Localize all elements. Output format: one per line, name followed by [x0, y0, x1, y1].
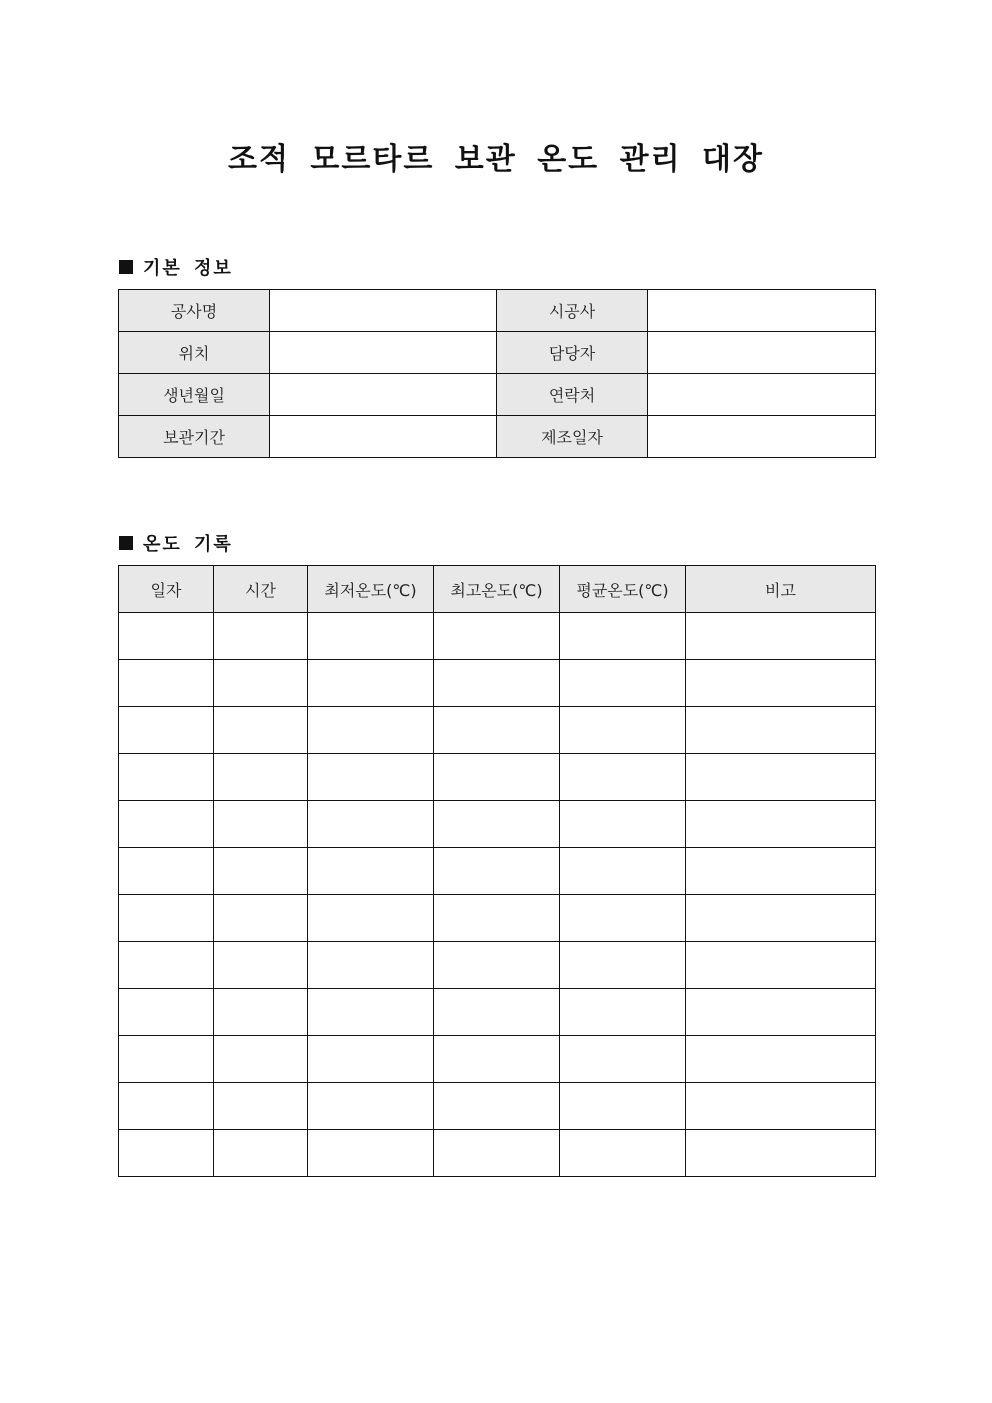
section-heading-temperature-log: [119, 530, 233, 556]
table-cell[interactable]: [434, 1083, 560, 1130]
table-row: [119, 613, 876, 660]
table-cell[interactable]: [214, 801, 308, 848]
info-value-field[interactable]: [648, 290, 876, 332]
table-cell[interactable]: [214, 1036, 308, 1083]
table-cell[interactable]: [308, 660, 434, 707]
column-header: 시간: [214, 566, 308, 613]
table-cell[interactable]: [434, 801, 560, 848]
table-cell[interactable]: [686, 754, 876, 801]
table-cell[interactable]: [686, 942, 876, 989]
info-label: 보관기간: [119, 416, 270, 458]
table-cell[interactable]: [308, 754, 434, 801]
info-label: 담당자: [497, 332, 648, 374]
table-row: [119, 848, 876, 895]
table-row: [119, 707, 876, 754]
table-row: [119, 1036, 876, 1083]
section-heading-basic-info: [119, 254, 233, 280]
table-cell[interactable]: [214, 848, 308, 895]
column-header: 비고: [686, 566, 876, 613]
table-cell[interactable]: [686, 848, 876, 895]
table-cell[interactable]: [119, 754, 214, 801]
table-row: [119, 1130, 876, 1177]
table-cell[interactable]: [560, 1083, 686, 1130]
table-cell[interactable]: [214, 707, 308, 754]
table-cell[interactable]: [686, 1036, 876, 1083]
info-value-field[interactable]: [648, 332, 876, 374]
table-cell[interactable]: [119, 942, 214, 989]
table-cell[interactable]: [434, 942, 560, 989]
info-value-field[interactable]: [270, 374, 497, 416]
table-cell[interactable]: [560, 848, 686, 895]
table-row: [119, 942, 876, 989]
document-title: 조적 모르타르 보관 온도 관리 대장: [228, 142, 764, 177]
info-value-field[interactable]: [270, 416, 497, 458]
table-cell[interactable]: [686, 989, 876, 1036]
table-cell[interactable]: [560, 895, 686, 942]
table-cell[interactable]: [434, 1036, 560, 1083]
table-cell[interactable]: [434, 660, 560, 707]
table-cell[interactable]: [434, 989, 560, 1036]
table-cell[interactable]: [214, 754, 308, 801]
info-label: 위치: [119, 332, 270, 374]
table-cell[interactable]: [308, 801, 434, 848]
info-label: 제조일자: [497, 416, 648, 458]
table-cell[interactable]: [434, 613, 560, 660]
table-cell[interactable]: [119, 848, 214, 895]
table-cell[interactable]: [434, 707, 560, 754]
table-cell[interactable]: [560, 989, 686, 1036]
square-bullet-icon: [119, 260, 133, 274]
table-cell[interactable]: [119, 1083, 214, 1130]
table-cell[interactable]: [686, 613, 876, 660]
table-cell[interactable]: [308, 848, 434, 895]
section-heading-label: 온도 기록: [143, 534, 233, 555]
info-row: [119, 290, 876, 332]
table-cell[interactable]: [119, 660, 214, 707]
table-cell[interactable]: [560, 754, 686, 801]
table-cell[interactable]: [686, 1130, 876, 1177]
section-heading-label: 기본 정보: [143, 258, 233, 279]
info-row: [119, 332, 876, 374]
table-cell[interactable]: [214, 660, 308, 707]
table-cell[interactable]: [686, 1083, 876, 1130]
table-cell[interactable]: [434, 895, 560, 942]
table-cell[interactable]: [214, 989, 308, 1036]
table-row: [119, 801, 876, 848]
table-header-row: [119, 566, 876, 613]
table-cell[interactable]: [560, 707, 686, 754]
info-value-field[interactable]: [270, 332, 497, 374]
table-cell[interactable]: [434, 848, 560, 895]
table-cell[interactable]: [119, 989, 214, 1036]
table-cell[interactable]: [308, 1036, 434, 1083]
table-cell[interactable]: [308, 707, 434, 754]
table-cell[interactable]: [686, 895, 876, 942]
table-cell[interactable]: [308, 1083, 434, 1130]
table-cell[interactable]: [119, 1036, 214, 1083]
table-cell[interactable]: [214, 1083, 308, 1130]
table-cell[interactable]: [686, 707, 876, 754]
table-cell[interactable]: [560, 613, 686, 660]
table-cell[interactable]: [560, 660, 686, 707]
table-cell[interactable]: [560, 942, 686, 989]
info-label: 공사명: [119, 290, 270, 332]
table-row: [119, 1083, 876, 1130]
column-header: 일자: [119, 566, 214, 613]
table-row: [119, 660, 876, 707]
info-label: 시공사: [497, 290, 648, 332]
table-cell[interactable]: [308, 895, 434, 942]
info-label: 연락처: [497, 374, 648, 416]
info-row: [119, 416, 876, 458]
table-cell[interactable]: [214, 895, 308, 942]
table-cell[interactable]: [560, 1130, 686, 1177]
table-cell[interactable]: [119, 707, 214, 754]
square-bullet-icon: [119, 536, 133, 550]
table-cell[interactable]: [560, 1036, 686, 1083]
table-cell[interactable]: [119, 1130, 214, 1177]
table-cell[interactable]: [434, 1130, 560, 1177]
info-value-field[interactable]: [648, 374, 876, 416]
table-cell[interactable]: [119, 801, 214, 848]
table-row: [119, 989, 876, 1036]
table-cell[interactable]: [308, 989, 434, 1036]
table-cell[interactable]: [214, 942, 308, 989]
table-cell[interactable]: [119, 613, 214, 660]
table-row: [119, 895, 876, 942]
info-value-field[interactable]: [648, 416, 876, 458]
table-cell[interactable]: [308, 613, 434, 660]
basic-info-table: [118, 289, 876, 458]
column-header: 최고온도(℃): [434, 566, 560, 613]
info-label: 생년월일: [119, 374, 270, 416]
column-header: 평균온도(℃): [560, 566, 686, 613]
column-header: 최저온도(℃): [308, 566, 434, 613]
table-cell[interactable]: [214, 1130, 308, 1177]
table-row: [119, 754, 876, 801]
table-cell[interactable]: [214, 613, 308, 660]
table-cell[interactable]: [119, 895, 214, 942]
table-cell[interactable]: [308, 942, 434, 989]
table-cell[interactable]: [308, 1130, 434, 1177]
temperature-log-table: [118, 565, 876, 1177]
info-row: [119, 374, 876, 416]
table-cell[interactable]: [560, 801, 686, 848]
info-value-field[interactable]: [270, 290, 497, 332]
table-cell[interactable]: [434, 754, 560, 801]
table-cell[interactable]: [686, 801, 876, 848]
table-cell[interactable]: [686, 660, 876, 707]
